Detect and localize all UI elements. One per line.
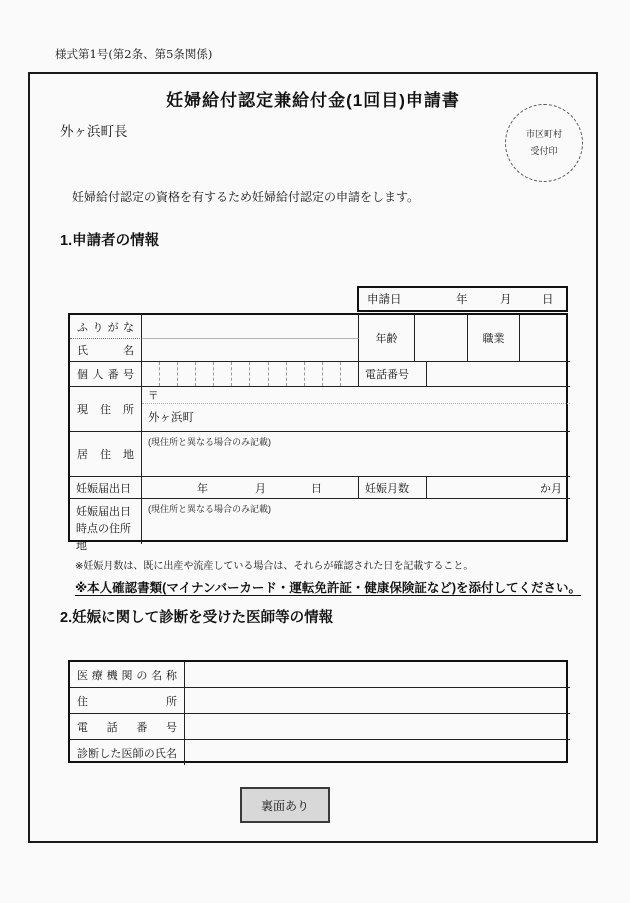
notification-address-value-cell bbox=[142, 499, 570, 544]
phone-label: 電話番号 bbox=[365, 369, 409, 381]
medical-institution-label-cell bbox=[70, 662, 185, 688]
age-value-cell bbox=[414, 315, 467, 361]
application-date-year-label: 年 bbox=[456, 294, 468, 306]
digit-cell bbox=[340, 362, 358, 386]
receipt-stamp-line1: 市区町村 bbox=[525, 128, 562, 139]
application-date-day-label: 日 bbox=[542, 294, 554, 306]
name-label-cell bbox=[70, 339, 142, 362]
digit-cell bbox=[142, 362, 159, 386]
digit-cell bbox=[213, 362, 231, 386]
back-side-label: 裏面あり bbox=[260, 798, 309, 813]
pregnancy-notification-date-label-cell bbox=[70, 477, 142, 499]
doctor-address-label-cell bbox=[70, 688, 185, 714]
age-occupation-section bbox=[359, 315, 570, 362]
postal-mark: 〒 bbox=[148, 389, 159, 402]
form-outer-border bbox=[28, 72, 598, 843]
doctor-address-label: 住所 bbox=[77, 695, 177, 708]
digit-cell bbox=[177, 362, 195, 386]
back-side-indicator bbox=[240, 787, 330, 823]
notification-address-note: (現住所と異なる場合のみ記載) bbox=[148, 504, 271, 514]
personal-number-digit-grid bbox=[142, 362, 359, 387]
digit-cell bbox=[304, 362, 322, 386]
postal-code-row bbox=[142, 387, 570, 404]
current-address-value: 外ヶ浜町 bbox=[148, 412, 194, 424]
name-value-cell bbox=[142, 339, 359, 362]
residence-note: (現住所と異なる場合のみ記載) bbox=[148, 437, 271, 447]
day-label: 日 bbox=[311, 482, 322, 495]
residence-label-cell bbox=[70, 432, 142, 477]
pregnancy-months-label: 妊娠月数 bbox=[365, 482, 409, 495]
declaration-text: 妊婦給付認定の資格を有するため妊婦給付認定の申請をします。 bbox=[72, 190, 420, 204]
phone-label-cell bbox=[359, 362, 427, 387]
occupation-label: 職業 bbox=[482, 333, 505, 345]
digit-cell bbox=[268, 362, 286, 386]
doctor-phone-value-cell bbox=[185, 714, 570, 740]
pregnancy-months-value-cell bbox=[427, 477, 570, 499]
medical-institution-value-cell bbox=[185, 662, 570, 688]
medical-institution-label: 医療機関の名称 bbox=[77, 669, 177, 682]
residence-label: 居住地 bbox=[77, 449, 134, 461]
notification-address-label-line1: 妊娠届出日 bbox=[76, 506, 131, 518]
digit-cell bbox=[159, 362, 177, 386]
furigana-label: ふりがな bbox=[77, 321, 134, 334]
addressee-label: 外ヶ浜町長 bbox=[60, 124, 128, 139]
occupation-value-cell bbox=[519, 315, 570, 361]
phone-value-cell bbox=[427, 362, 570, 387]
personal-number-label: 個人番号 bbox=[77, 369, 134, 381]
doctor-name-value-cell bbox=[185, 740, 570, 765]
digit-cell bbox=[322, 362, 340, 386]
application-date-box bbox=[357, 286, 568, 312]
doctor-address-value-cell bbox=[185, 688, 570, 714]
current-address-label-cell bbox=[70, 387, 142, 432]
current-address-label: 現住所 bbox=[77, 404, 134, 416]
doctor-name-label: 診断した医師の氏名 bbox=[77, 747, 177, 760]
notification-address-label-line2: 時点の住所地 bbox=[76, 523, 131, 552]
furigana-value-cell bbox=[142, 315, 359, 339]
year-label: 年 bbox=[197, 482, 208, 495]
notification-address-label-cell bbox=[70, 499, 142, 552]
identity-documents-note: ※本人確認書類(マイナンバーカード・運転免許証・健康保険証など)を添付してください。 bbox=[75, 581, 581, 595]
pregnancy-months-unit: か月 bbox=[540, 482, 562, 495]
digit-cell bbox=[249, 362, 267, 386]
section1-heading: 1.申請者の情報 bbox=[60, 233, 160, 249]
digit-cell bbox=[231, 362, 249, 386]
section2-heading: 2.妊娠に関して診断を受けた医師等の情報 bbox=[60, 610, 334, 626]
pregnancy-months-label-cell bbox=[359, 477, 427, 499]
digit-cell bbox=[286, 362, 304, 386]
pregnancy-notification-date-value-cell bbox=[142, 477, 359, 499]
pregnancy-months-note: ※妊娠月数は、既に出産や流産している場合は、それらが確認された日を記載すること。 bbox=[75, 561, 474, 572]
doctor-info-table bbox=[68, 660, 568, 763]
applicant-info-table bbox=[68, 313, 568, 552]
doctor-phone-label-cell bbox=[70, 714, 185, 740]
furigana-label-cell bbox=[70, 315, 142, 339]
application-date-month-label: 月 bbox=[500, 294, 512, 306]
receipt-stamp-circle bbox=[505, 104, 583, 182]
form-title: 妊婦給付認定兼給付金(1回目)申請書 bbox=[166, 91, 460, 110]
name-label: 氏名 bbox=[77, 345, 134, 357]
application-date-label: 申請日 bbox=[367, 294, 402, 306]
digit-cell bbox=[195, 362, 213, 386]
pregnancy-notification-date-label: 妊娠届出日 bbox=[76, 482, 131, 495]
age-label: 年齢 bbox=[375, 333, 398, 345]
receipt-stamp-line2: 受付印 bbox=[530, 146, 558, 156]
residence-value-cell bbox=[142, 432, 570, 477]
age-label-cell bbox=[359, 315, 414, 361]
personal-number-label-cell bbox=[70, 362, 142, 387]
occupation-label-cell bbox=[467, 315, 519, 361]
month-label: 月 bbox=[255, 482, 266, 495]
current-address-value-cell bbox=[142, 387, 570, 432]
form-number-label: 様式第1号(第2条、第5条関係) bbox=[55, 47, 213, 61]
doctor-name-label-cell bbox=[70, 740, 185, 765]
doctor-phone-label: 電話番号 bbox=[77, 721, 177, 734]
